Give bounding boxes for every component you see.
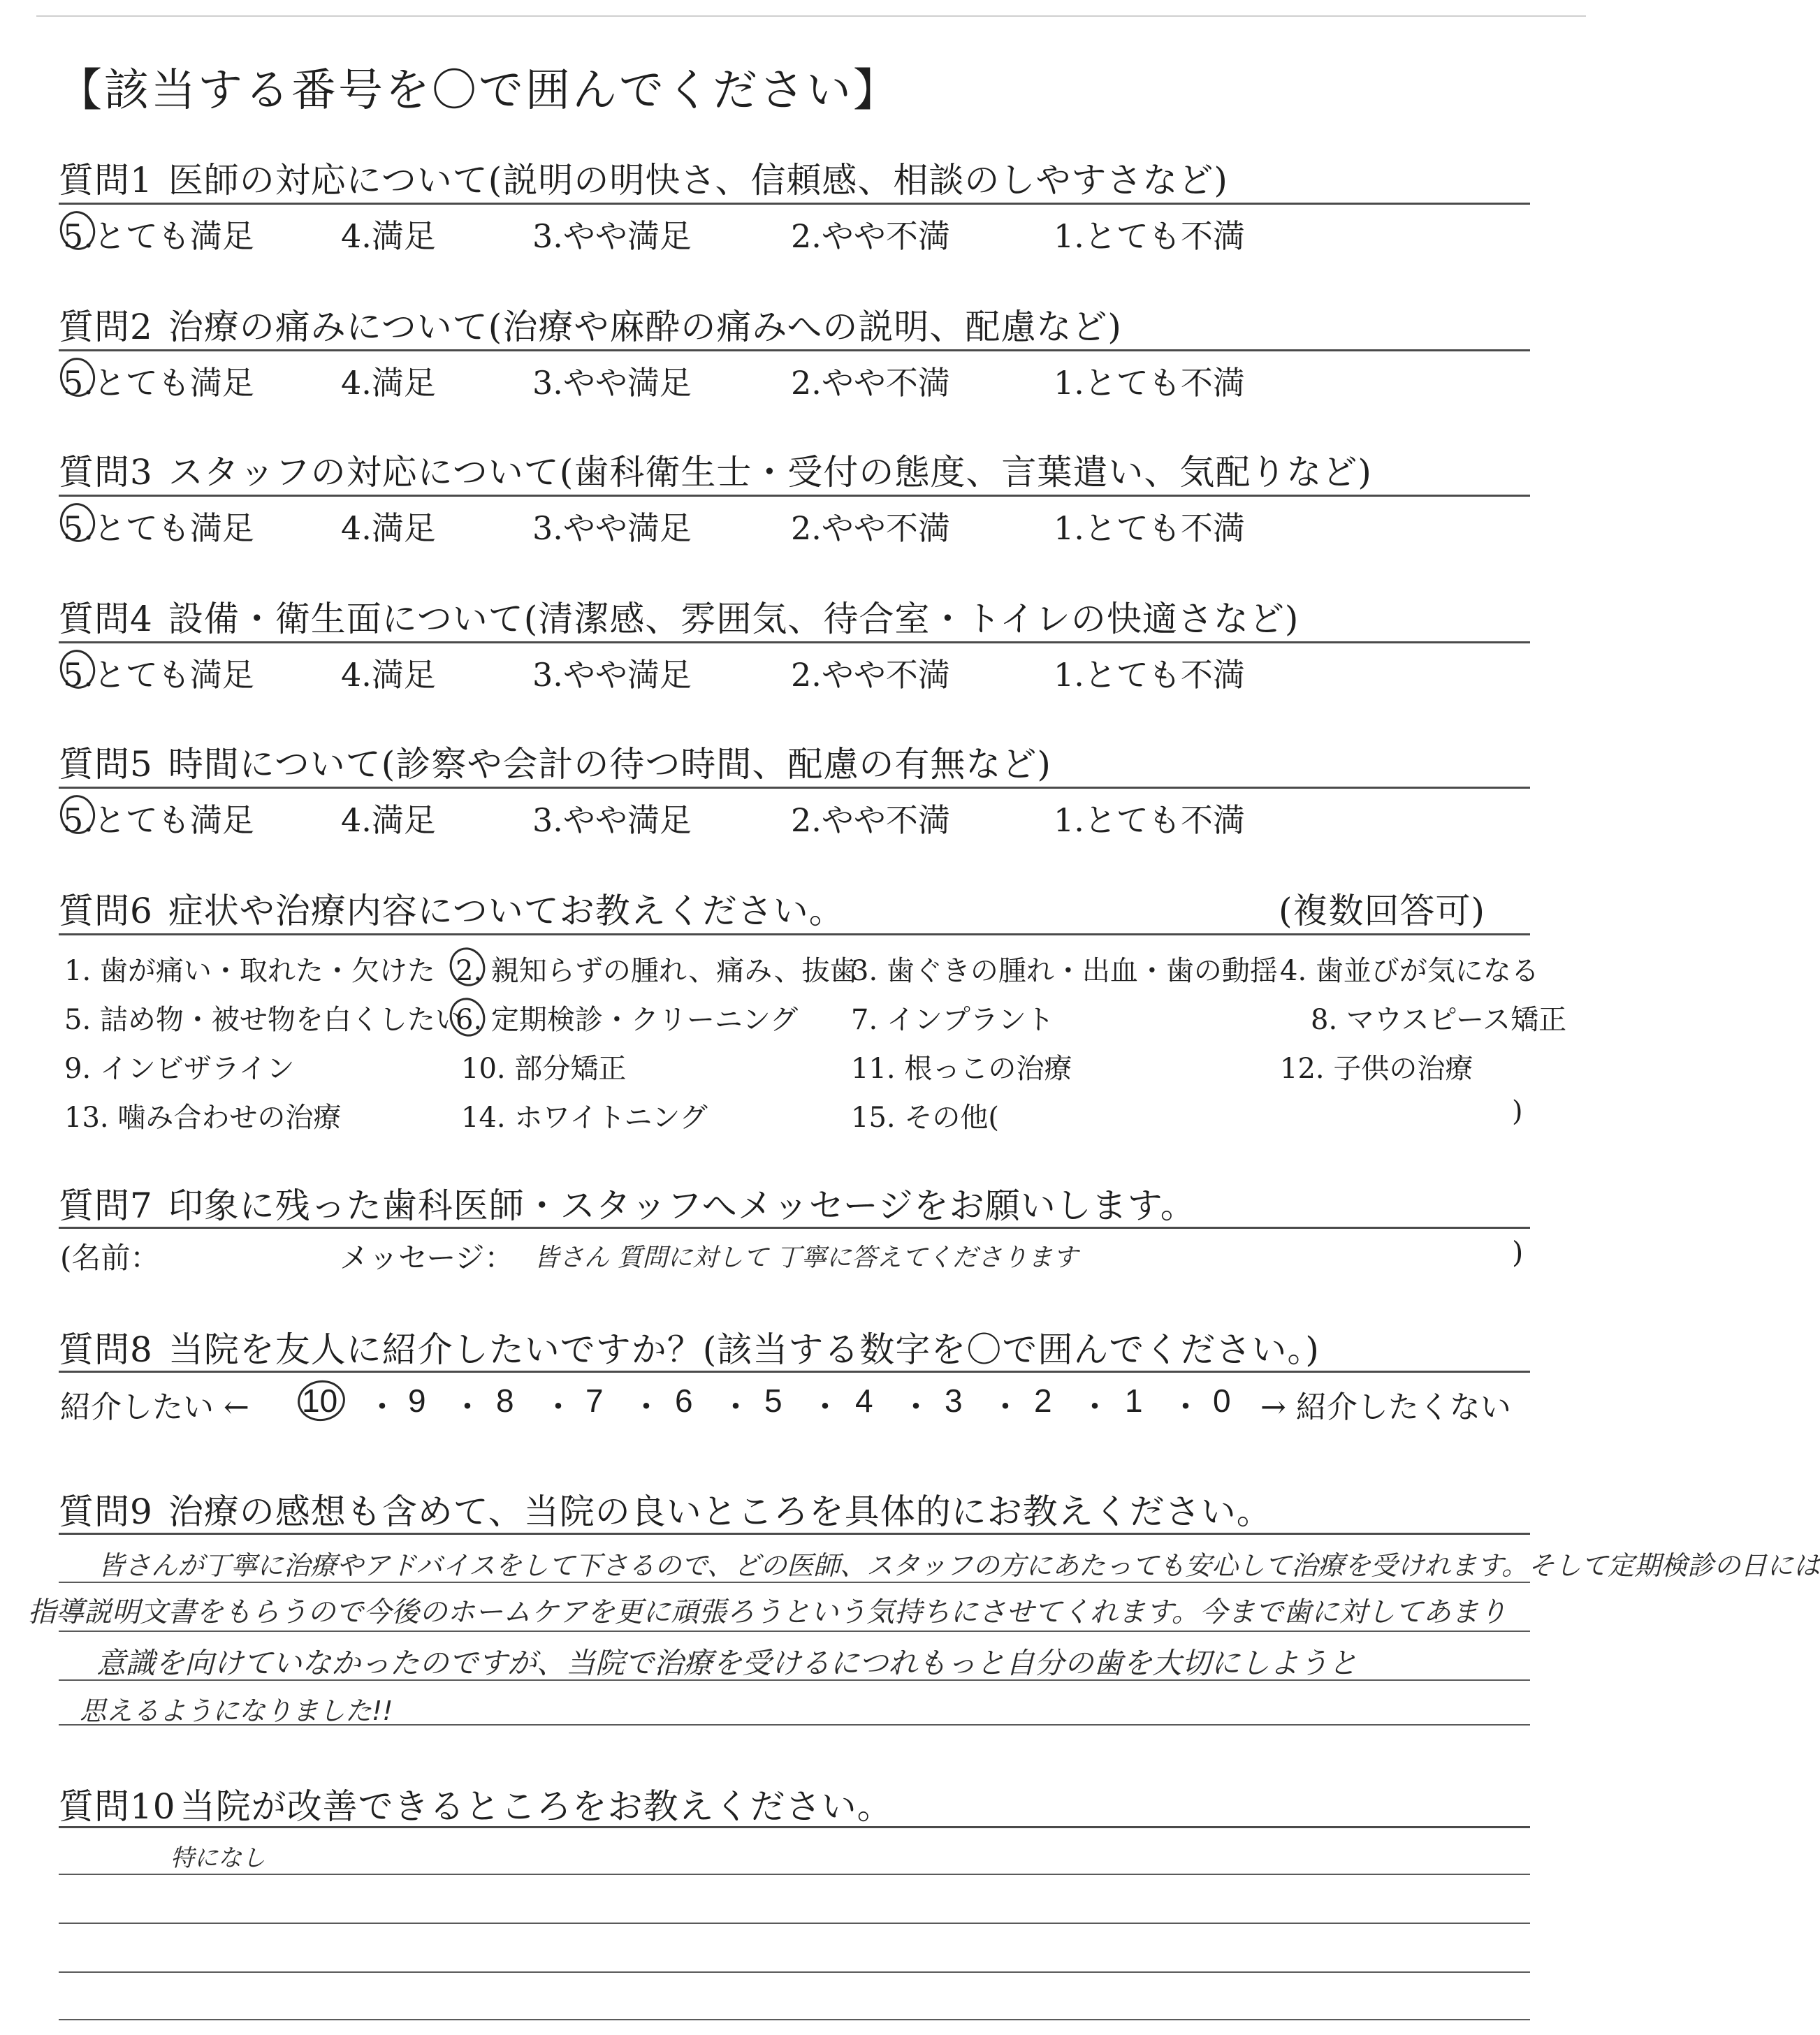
q8-scale-6[interactable]: 6: [675, 1383, 693, 1419]
q6-item-5[interactable]: 5. 詰め物・被せ物を白くしたい: [64, 1004, 463, 1036]
question-6-text: 症状や治療内容についてお教えください。: [168, 891, 845, 931]
q2-option-5[interactable]: 5.とても満足: [63, 364, 254, 402]
q6-item-11[interactable]: 11. 根っこの治療: [851, 1053, 1072, 1085]
question-9-title: [59, 1484, 1272, 1534]
q4-option-5[interactable]: 5.とても満足: [63, 656, 254, 694]
q4-option-2[interactable]: 2.やや不満: [791, 656, 950, 694]
q8-dot: ・: [720, 1388, 752, 1426]
question-4-text: 設備・衛生面について(清潔感、雰囲気、待合室・トイレの快適さなど): [168, 599, 1300, 639]
q3-option-2[interactable]: 2.やや不満: [791, 509, 950, 547]
q9-line-1: [59, 1582, 1530, 1583]
q8-scale-5[interactable]: 5: [764, 1383, 782, 1419]
q8-scale-1[interactable]: 1: [1125, 1383, 1143, 1419]
q1-option-4[interactable]: 4.満足: [341, 217, 436, 255]
q8-scale-10[interactable]: 10: [302, 1383, 338, 1419]
q5-option-2[interactable]: 2.やや不満: [791, 801, 950, 839]
q2-option-1[interactable]: 1.とても不満: [1054, 364, 1245, 402]
q3-option-4[interactable]: 4.満足: [341, 509, 436, 547]
q9-answer-line-4[interactable]: 思えるようになりました!!: [80, 1695, 393, 1726]
question-2-title: [59, 299, 1122, 349]
q8-scale-8[interactable]: 8: [496, 1383, 514, 1419]
q8-dot: ・: [1170, 1388, 1202, 1426]
question-5-title: [59, 736, 1051, 787]
question-6-number: 質問6: [59, 891, 153, 931]
question-10-rule: [59, 1826, 1530, 1828]
q5-option-3[interactable]: 3.やや満足: [532, 801, 692, 839]
q1-option-1[interactable]: 1.とても不満: [1054, 217, 1245, 255]
q3-option-1[interactable]: 1.とても不満: [1054, 509, 1245, 547]
q1-option-2[interactable]: 2.やや不満: [791, 217, 950, 255]
question-7-number: 質問7: [59, 1186, 153, 1226]
question-10-title: [59, 1779, 893, 1829]
question-4-number: 質問4: [59, 599, 153, 639]
question-3-title: [59, 444, 1372, 495]
q8-dot: ・: [989, 1388, 1021, 1426]
question-9-number: 質問9: [59, 1491, 153, 1532]
page-heading: 【該当する番号を〇で囲んでください】: [57, 65, 900, 117]
question-4-rule: [59, 641, 1530, 643]
q9-answer-line-1[interactable]: 皆さんが丁寧に治療やアドバイスをして下さるので、どの医師、スタッフの方にあたっても安心して治療を受けれます。そして定期検診の日には: [98, 1550, 1820, 1581]
q6-item-2[interactable]: 2. 親知らずの腫れ、痛み、抜歯: [456, 955, 858, 987]
q4-option-1[interactable]: 1.とても不満: [1054, 656, 1245, 694]
question-8-number: 質問8: [59, 1329, 153, 1370]
q6-item-12[interactable]: 12. 子供の治療: [1280, 1053, 1473, 1085]
q6-item-1[interactable]: 1. 歯が痛い・取れた・欠けた: [64, 955, 435, 987]
q2-option-3[interactable]: 3.やや満足: [532, 364, 692, 402]
q5-option-5[interactable]: 5.とても満足: [63, 801, 254, 839]
q5-option-4[interactable]: 4.満足: [341, 801, 436, 839]
q8-scale-7[interactable]: 7: [585, 1383, 604, 1419]
q10-line-1: [59, 1874, 1530, 1875]
q8-scale-9[interactable]: 9: [408, 1383, 426, 1419]
q6-item-10[interactable]: 10. 部分矯正: [461, 1053, 627, 1085]
question-5-rule: [59, 787, 1530, 789]
q7-message-label: メッセージ：: [340, 1241, 514, 1275]
q7-close: ): [1512, 1235, 1524, 1269]
q6-item-15-close: ): [1512, 1095, 1523, 1128]
question-3-number: 質問3: [59, 452, 153, 493]
q8-scale-3[interactable]: 3: [945, 1383, 963, 1419]
q6-item-6[interactable]: 6. 定期検診・クリーニング: [456, 1004, 799, 1036]
question-2-rule: [59, 349, 1530, 351]
page-border: [36, 15, 1586, 17]
question-8-text: 当院を友人に紹介したいですか？(該当する数字を〇で囲んでください。): [168, 1329, 1320, 1370]
q6-item-8[interactable]: 8. マウスピース矯正: [1311, 1004, 1567, 1036]
q4-option-4[interactable]: 4.満足: [341, 656, 436, 694]
q1-option-5[interactable]: 5.とても満足: [63, 217, 254, 255]
q2-option-4[interactable]: 4.満足: [341, 364, 436, 402]
q9-answer-line-3[interactable]: 意識を向けていなかったのですが、当院で治療を受けるにつれもっと自分の歯を大切にしようと: [96, 1646, 1358, 1680]
q6-item-3[interactable]: 3. 歯ぐきの腫れ・出血・歯の動揺: [851, 955, 1278, 987]
q7-name-label: (名前：: [60, 1241, 160, 1275]
question-9-rule: [59, 1533, 1530, 1535]
q8-dot: ・: [451, 1388, 483, 1426]
q8-scale-0[interactable]: 0: [1213, 1383, 1231, 1419]
q4-option-3[interactable]: 3.やや満足: [532, 656, 692, 694]
q6-item-7[interactable]: 7. インプラント: [851, 1004, 1054, 1036]
q6-item-13[interactable]: 13. 噛み合わせの治療: [64, 1102, 342, 1134]
question-4-title: [59, 591, 1299, 641]
q5-option-1[interactable]: 1.とても不満: [1054, 801, 1245, 839]
question-6-rule: [59, 933, 1530, 935]
q8-dot: ・: [809, 1388, 841, 1426]
question-1-number: 質問1: [59, 160, 153, 200]
question-7-text: 印象に残った歯科医師・スタッフへメッセージをお願いします。: [168, 1186, 1196, 1226]
q3-option-3[interactable]: 3.やや満足: [532, 509, 692, 547]
q6-item-14[interactable]: 14. ホワイトニング: [461, 1102, 708, 1134]
question-10-text: 当院が改善できるところをお教えください。: [180, 1786, 893, 1827]
question-8-title: [59, 1322, 1320, 1372]
q8-dot: ・: [542, 1388, 574, 1426]
q9-line-4: [59, 1724, 1530, 1726]
q8-dot: ・: [900, 1388, 932, 1426]
q8-dot: ・: [1079, 1388, 1111, 1426]
question-1-rule: [59, 203, 1530, 205]
question-3-text: スタッフの対応について(歯科衛生士・受付の態度、言葉遣い、気配りなど): [168, 452, 1372, 493]
q7-message-handwritten[interactable]: 皆さん 質問に対して 丁寧に答えてくださります: [534, 1243, 1078, 1272]
question-2-number: 質問2: [59, 307, 153, 347]
question-7-rule: [59, 1227, 1530, 1229]
question-1-text: 医師の対応について(説明の明快さ、信頼感、相談のしやすさなど): [168, 160, 1228, 200]
q6-item-4[interactable]: 4. 歯並びが気になる: [1280, 955, 1539, 987]
q10-line-3: [59, 1971, 1530, 1973]
question-6-note: (複数回答可): [1279, 891, 1486, 931]
question-7-title: [59, 1178, 1196, 1228]
q10-answer[interactable]: 特になし: [170, 1844, 265, 1872]
q8-dot: ・: [366, 1388, 398, 1426]
question-10-number: 質問10: [59, 1786, 176, 1827]
q9-line-2: [59, 1631, 1530, 1632]
q9-line-3: [59, 1679, 1530, 1681]
q10-line-2: [59, 1923, 1530, 1924]
q3-option-5[interactable]: 5.とても満足: [63, 509, 254, 547]
question-5-number: 質問5: [59, 744, 153, 785]
question-3-rule: [59, 495, 1530, 497]
question-9-text: 治療の感想も含めて、当院の良いところを具体的にお教えください。: [168, 1491, 1272, 1532]
q8-right-label: → 紹介したくない: [1260, 1390, 1511, 1425]
q10-line-4: [59, 2019, 1530, 2020]
q1-option-3[interactable]: 3.やや満足: [532, 217, 692, 255]
q8-left-label: 紹介したい ←: [60, 1390, 249, 1425]
q6-item-15[interactable]: 15. その他(: [851, 1102, 999, 1134]
q8-dot: ・: [630, 1388, 662, 1426]
question-1-title: [59, 152, 1228, 203]
question-5-text: 時間について(診察や会計の待つ時間、配慮の有無など): [168, 744, 1051, 785]
q2-option-2[interactable]: 2.やや不満: [791, 364, 950, 402]
question-6-title: [59, 883, 845, 933]
question-8-rule: [59, 1371, 1530, 1373]
question-2-text: 治療の痛みについて(治療や麻酔の痛みへの説明、配慮など): [168, 307, 1122, 347]
q8-scale-4[interactable]: 4: [855, 1383, 873, 1419]
q8-scale-2[interactable]: 2: [1034, 1383, 1052, 1419]
q9-answer-line-2[interactable]: 指導説明文書をもらうので今後のホームケアを更に頑張ろうという気持ちにさせてくれます。今まで歯に対してあまり: [28, 1596, 1507, 1628]
q6-item-9[interactable]: 9. インビザライン: [64, 1053, 295, 1085]
